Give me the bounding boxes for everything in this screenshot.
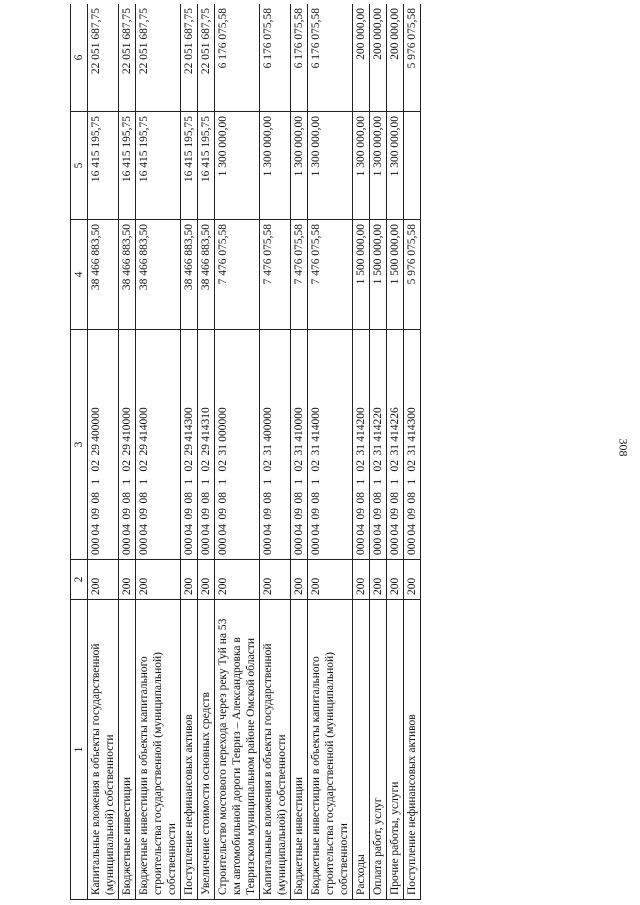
- code-part: 410: [121, 424, 133, 442]
- code-part: 09: [183, 508, 195, 520]
- row-amount-total: 38 466 883,50: [181, 220, 198, 330]
- table-row: [370, 4, 387, 900]
- code-part: 08: [355, 492, 367, 504]
- row-amount-total: 38 466 883,50: [136, 220, 181, 330]
- code-part: 09: [90, 508, 102, 520]
- row-name: Строительство мостового перехода через реку Туй на 53 км автомобильной дороги Тевриз – Александровка в Тевризском муниципальном районе Омской области: [215, 600, 260, 900]
- code-part: 000: [372, 537, 384, 555]
- code-part: 09: [293, 508, 305, 520]
- code-part: 02: [183, 460, 195, 472]
- code-part: 02: [121, 460, 133, 472]
- code-part: 000: [90, 407, 102, 425]
- row-classification-code: [136, 330, 181, 560]
- header-col-1: 1: [71, 600, 88, 900]
- row-amount-total: 7 476 075,58: [215, 220, 260, 330]
- code-part: 04: [183, 524, 195, 536]
- header-col-2: 2: [71, 560, 88, 600]
- row-name: Капитальные вложения в объекты государственной (муниципальной) собственности: [260, 600, 291, 900]
- code-part: 220: [372, 407, 384, 425]
- row-amount-year2: 6 176 075,58: [291, 4, 308, 112]
- code-part: 09: [138, 508, 150, 520]
- code-part: 08: [406, 492, 418, 504]
- row-classification-code: [291, 330, 308, 560]
- row-classification-code: [88, 330, 119, 560]
- row-classification-code: [198, 330, 215, 560]
- page-number: 308: [616, 438, 631, 457]
- table-row: [387, 4, 404, 900]
- table-row: [215, 4, 260, 900]
- code-part: 000: [200, 537, 212, 555]
- row-name: Поступление нефинансовых активов: [404, 600, 421, 900]
- row-name: Бюджетные инвестиции в объекты капитального строительства государственной (муниципальной) собственности: [136, 600, 181, 900]
- code-part: 000: [217, 424, 229, 442]
- code-part: 000: [121, 537, 133, 555]
- row-code-group: 200: [136, 560, 181, 600]
- code-part: 04: [138, 524, 150, 536]
- header-col-5: 5: [71, 112, 88, 220]
- code-part: 000: [293, 407, 305, 425]
- code-part: 09: [310, 508, 322, 520]
- code-part: 02: [372, 460, 384, 472]
- code-part: 414: [310, 424, 322, 442]
- code-part: 02: [262, 460, 274, 472]
- code-part: 1: [389, 478, 401, 485]
- code-part: 1: [121, 478, 133, 485]
- code-part: 08: [90, 492, 102, 504]
- table-body: [88, 4, 421, 900]
- row-classification-code: [353, 330, 370, 560]
- row-name: Расходы: [353, 600, 370, 900]
- code-part: 31: [310, 444, 322, 456]
- table-row: [181, 4, 198, 900]
- code-part: 400: [90, 424, 102, 442]
- row-amount-total: 38 466 883,50: [88, 220, 119, 330]
- code-part: 000: [406, 537, 418, 555]
- code-part: 02: [90, 460, 102, 472]
- code-part: 02: [406, 460, 418, 472]
- code-part: 09: [217, 508, 229, 520]
- code-part: 000: [310, 537, 322, 555]
- code-part: 000: [183, 537, 195, 555]
- row-amount-total: 38 466 883,50: [119, 220, 136, 330]
- code-part: 04: [372, 524, 384, 536]
- code-part: 04: [121, 524, 133, 536]
- code-part: 400: [262, 424, 274, 442]
- code-part: 29: [138, 444, 150, 456]
- row-amount-total: 7 476 075,58: [291, 220, 308, 330]
- code-part: 414: [183, 424, 195, 442]
- code-part: 1: [355, 478, 367, 485]
- row-code-group: 200: [387, 560, 404, 600]
- code-part: 31: [355, 444, 367, 456]
- code-part: 000: [217, 537, 229, 555]
- table-row: [136, 4, 181, 900]
- row-amount-year2: 200 000,00: [370, 4, 387, 112]
- code-part: 000: [310, 407, 322, 425]
- row-amount-year1: 1 300 000,00: [353, 112, 370, 220]
- code-part: 1: [406, 478, 418, 485]
- code-part: 08: [121, 492, 133, 504]
- row-amount-year2: 200 000,00: [387, 4, 404, 112]
- code-part: 02: [389, 460, 401, 472]
- row-code-group: 200: [181, 560, 198, 600]
- code-part: 414: [200, 424, 212, 442]
- row-name: Бюджетные инвестиции: [291, 600, 308, 900]
- code-part: 04: [90, 524, 102, 536]
- code-part: 310: [200, 407, 212, 425]
- rotated-table-container: [70, 4, 620, 900]
- row-amount-year2: 6 176 075,58: [308, 4, 353, 112]
- code-part: 04: [200, 524, 212, 536]
- row-name: Прочие работы, услуги: [387, 600, 404, 900]
- code-part: 09: [121, 508, 133, 520]
- table-row: [291, 4, 308, 900]
- code-part: 414: [406, 424, 418, 442]
- row-amount-year2: 22 051 687,75: [198, 4, 215, 112]
- table-row: [119, 4, 136, 900]
- code-part: 02: [355, 460, 367, 472]
- row-name: Бюджетные инвестиции: [119, 600, 136, 900]
- row-name: Увеличение стоимости основных средств: [198, 600, 215, 900]
- code-part: 31: [293, 444, 305, 456]
- row-amount-year1: 1 300 000,00: [387, 112, 404, 220]
- code-part: 31: [262, 444, 274, 456]
- code-part: 09: [389, 508, 401, 520]
- code-part: 000: [138, 407, 150, 425]
- code-part: 000: [217, 407, 229, 425]
- code-part: 08: [293, 492, 305, 504]
- row-code-group: 200: [353, 560, 370, 600]
- table-row: [88, 4, 119, 900]
- code-part: 1: [372, 478, 384, 485]
- code-part: 300: [183, 407, 195, 425]
- code-part: 29: [90, 444, 102, 456]
- code-part: 414: [138, 424, 150, 442]
- code-part: 02: [217, 460, 229, 472]
- header-col-6: 6: [71, 4, 88, 112]
- row-amount-year1: 16 415 195,75: [119, 112, 136, 220]
- code-part: 02: [138, 460, 150, 472]
- row-amount-year2: 5 976 075,58: [404, 4, 421, 112]
- code-part: 08: [262, 492, 274, 504]
- code-part: 000: [355, 537, 367, 555]
- row-name: Оплата работ, услуг: [370, 600, 387, 900]
- row-code-group: 200: [198, 560, 215, 600]
- code-part: 200: [355, 407, 367, 425]
- row-amount-year1: [404, 112, 421, 220]
- code-part: 1: [183, 478, 195, 485]
- code-part: 29: [121, 444, 133, 456]
- row-amount-year2: 200 000,00: [353, 4, 370, 112]
- row-amount-year1: 1 300 000,00: [215, 112, 260, 220]
- code-part: 09: [262, 508, 274, 520]
- code-part: 000: [121, 407, 133, 425]
- row-classification-code: [404, 330, 421, 560]
- row-classification-code: [181, 330, 198, 560]
- code-part: 1: [262, 478, 274, 485]
- code-part: 1: [138, 478, 150, 485]
- row-classification-code: [308, 330, 353, 560]
- row-classification-code: [119, 330, 136, 560]
- code-part: 000: [138, 537, 150, 555]
- code-part: 414: [372, 424, 384, 442]
- row-code-group: 200: [404, 560, 421, 600]
- table-row: [198, 4, 215, 900]
- header-row: [71, 4, 88, 900]
- table-row: [404, 4, 421, 900]
- code-part: 410: [293, 424, 305, 442]
- code-part: 31: [217, 444, 229, 456]
- row-amount-year1: 1 300 000,00: [308, 112, 353, 220]
- code-part: 04: [389, 524, 401, 536]
- row-code-group: 200: [215, 560, 260, 600]
- code-part: 414: [389, 424, 401, 442]
- code-part: 414: [355, 424, 367, 442]
- code-part: 08: [183, 492, 195, 504]
- code-part: 000: [293, 537, 305, 555]
- row-amount-year1: 16 415 195,75: [88, 112, 119, 220]
- code-part: 09: [372, 508, 384, 520]
- row-amount-year2: 6 176 075,58: [260, 4, 291, 112]
- code-part: 09: [200, 508, 212, 520]
- code-part: 04: [310, 524, 322, 536]
- row-amount-year1: 16 415 195,75: [136, 112, 181, 220]
- code-part: 09: [355, 508, 367, 520]
- code-part: 08: [389, 492, 401, 504]
- row-amount-year2: 22 051 687,75: [181, 4, 198, 112]
- code-part: 04: [355, 524, 367, 536]
- code-part: 1: [90, 478, 102, 485]
- rotated-page: [70, 4, 620, 900]
- row-amount-year1: 16 415 195,75: [198, 112, 215, 220]
- row-amount-year2: 22 051 687,75: [119, 4, 136, 112]
- row-classification-code: [215, 330, 260, 560]
- code-part: 02: [200, 460, 212, 472]
- code-part: 04: [217, 524, 229, 536]
- row-name: Капитальные вложения в объекты государственной (муниципальной) собственности: [88, 600, 119, 900]
- row-code-group: 200: [291, 560, 308, 600]
- row-classification-code: [260, 330, 291, 560]
- row-classification-code: [387, 330, 404, 560]
- code-part: 08: [372, 492, 384, 504]
- row-amount-total: 5 976 075,58: [404, 220, 421, 330]
- code-part: 31: [389, 444, 401, 456]
- row-amount-total: 1 500 000,00: [387, 220, 404, 330]
- code-part: 1: [200, 478, 212, 485]
- code-part: 02: [293, 460, 305, 472]
- row-amount-year2: 22 051 687,75: [136, 4, 181, 112]
- row-amount-total: 1 500 000,00: [353, 220, 370, 330]
- row-amount-total: 38 466 883,50: [198, 220, 215, 330]
- row-amount-total: 7 476 075,58: [308, 220, 353, 330]
- code-part: 000: [90, 537, 102, 555]
- header-col-4: 4: [71, 220, 88, 330]
- code-part: 08: [310, 492, 322, 504]
- table-row: [353, 4, 370, 900]
- code-part: 04: [293, 524, 305, 536]
- row-code-group: 200: [370, 560, 387, 600]
- row-code-group: 200: [308, 560, 353, 600]
- code-part: 1: [293, 478, 305, 485]
- row-name: Бюджетные инвестиции в объекты капитального строительства государственной (муниципальной) собственности: [308, 600, 353, 900]
- row-amount-total: 7 476 075,58: [260, 220, 291, 330]
- code-part: 29: [183, 444, 195, 456]
- row-amount-year1: 1 300 000,00: [370, 112, 387, 220]
- row-amount-year1: 1 300 000,00: [260, 112, 291, 220]
- row-amount-year2: 6 176 075,58: [215, 4, 260, 112]
- code-part: 08: [217, 492, 229, 504]
- header-col-3: 3: [71, 330, 88, 560]
- budget-table: [70, 4, 421, 900]
- code-part: 226: [389, 407, 401, 425]
- row-code-group: 200: [88, 560, 119, 600]
- row-code-group: 200: [260, 560, 291, 600]
- row-name: Поступление нефинансовых активов: [181, 600, 198, 900]
- code-part: 04: [406, 524, 418, 536]
- code-part: 08: [138, 492, 150, 504]
- code-part: 09: [406, 508, 418, 520]
- code-part: 300: [406, 407, 418, 425]
- table-row: [260, 4, 291, 900]
- code-part: 04: [262, 524, 274, 536]
- row-amount-year1: 1 300 000,00: [291, 112, 308, 220]
- code-part: 000: [389, 537, 401, 555]
- row-amount-year2: 22 051 687,75: [88, 4, 119, 112]
- code-part: 000: [262, 407, 274, 425]
- code-part: 02: [310, 460, 322, 472]
- row-amount-total: 1 500 000,00: [370, 220, 387, 330]
- code-part: 1: [310, 478, 322, 485]
- row-classification-code: [370, 330, 387, 560]
- code-part: 1: [217, 478, 229, 485]
- table-row: [308, 4, 353, 900]
- row-amount-year1: 16 415 195,75: [181, 112, 198, 220]
- code-part: 29: [200, 444, 212, 456]
- row-code-group: 200: [119, 560, 136, 600]
- code-part: 31: [372, 444, 384, 456]
- code-part: 31: [406, 444, 418, 456]
- code-part: 000: [262, 537, 274, 555]
- code-part: 08: [200, 492, 212, 504]
